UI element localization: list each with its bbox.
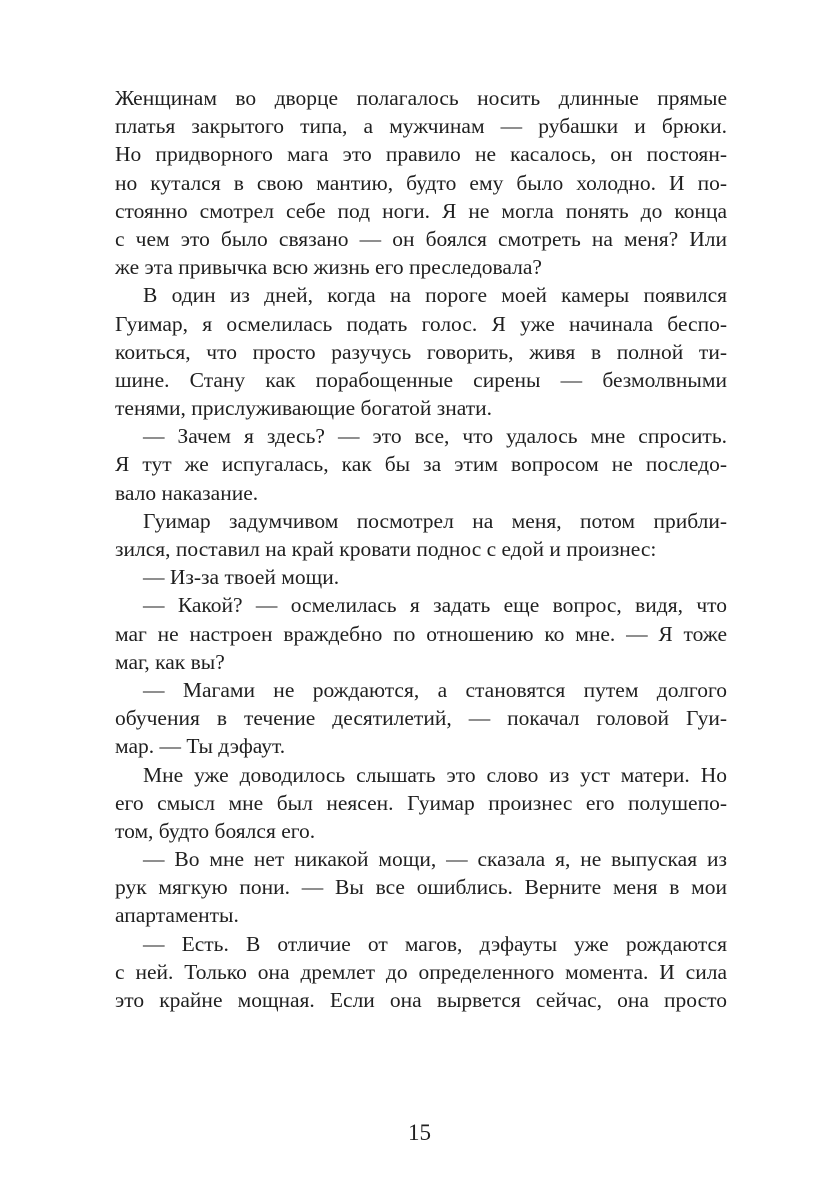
paragraph (115, 507, 727, 563)
text-line: Гуимар, я осмелилась подать голос. Я уже начинала беспо- (115, 311, 727, 336)
text-line: с ней. Только она дремлет до определенного момента. И сила (115, 959, 727, 984)
paragraph (115, 930, 727, 1015)
text-line: апартаменты. (115, 903, 239, 928)
text-line: маг не настроен враждебно по отношению ко мне. — Я тоже (115, 621, 727, 646)
text-line: это крайне мощная. Если она вырвется сейчас, она просто (115, 988, 727, 1012)
text-line: стоянно смотрел себе под ноги. Я не могла понять до конца (115, 198, 727, 223)
text-line: его смысл мне был неясен. Гуимар произнес его полушепо- (115, 790, 727, 815)
text-line: В один из дней, когда на пороге моей камеры появился (143, 283, 727, 308)
paragraph (115, 84, 727, 281)
paragraph (115, 563, 727, 591)
text-line: Гуимар задумчивом посмотрел на меня, потом прибли- (143, 508, 727, 533)
text-line: же эта привычка всю жизнь его преследовала? (115, 255, 542, 280)
text-line: маг, как вы? (115, 649, 225, 674)
paragraph (115, 845, 727, 930)
paragraph (115, 591, 727, 676)
text-line: зился, поставил на край кровати поднос с едой и произнес: (115, 537, 657, 561)
text-line: с чем это было связано — он боялся смотреть на меня? Или (115, 226, 727, 251)
text-line: — Магами не рождаются, а становятся путем долгого (143, 677, 727, 702)
text-line: — Есть. В отличие от магов, дэфауты уже рождаются (143, 931, 727, 956)
text-line: Но придворного мага это правило не касалось, он постоян- (115, 142, 727, 167)
text-line: — Какой? — осмелилась я задать еще вопрос, видя, что (143, 593, 727, 618)
text-line: вало наказание. (115, 480, 259, 505)
text-line: тенями, прислуживающие богатой знати. (115, 396, 493, 421)
text-line: обучения в течение десятилетий, — покачал головой Гуи- (115, 706, 727, 731)
text-line: но кутался в свою мантию, будто ему было холодно. И по- (115, 170, 727, 195)
text-line: том, будто боялся его. (115, 818, 316, 843)
text-line: — Во мне нет никакой мощи, — сказала я, не выпуская из (143, 847, 727, 872)
page-number: 15 (408, 1120, 431, 1145)
text-line: платья закрытого типа, а мужчинам — рубашки и брюки. (115, 114, 727, 139)
text-line: — Из-за твоей мощи. (143, 565, 340, 590)
paragraph (115, 281, 727, 422)
paragraph (115, 676, 727, 761)
text-line: — Зачем я здесь? — это все, что удалось мне спросить. (143, 424, 727, 449)
text-line: мар. — Ты дэфаут. (115, 734, 286, 759)
text-line: коиться, что просто разучусь говорить, живя в полной ти- (115, 339, 727, 364)
book-page-text (115, 84, 727, 1014)
text-line: Я тут же испугалась, как бы за этим вопросом не последо- (115, 452, 727, 477)
paragraph (115, 761, 727, 846)
text-line: рук мягкую пони. — Вы все ошиблись. Верните меня в мои (115, 875, 727, 900)
paragraph (115, 422, 727, 507)
text-line: Мне уже доводилось слышать это слово из уст матери. Но (143, 762, 727, 787)
text-line: шине. Стану как порабощенные сирены — безмолвными (115, 367, 727, 392)
text-line: Женщинам во дворце полагалось носить длинные прямые (115, 86, 727, 110)
